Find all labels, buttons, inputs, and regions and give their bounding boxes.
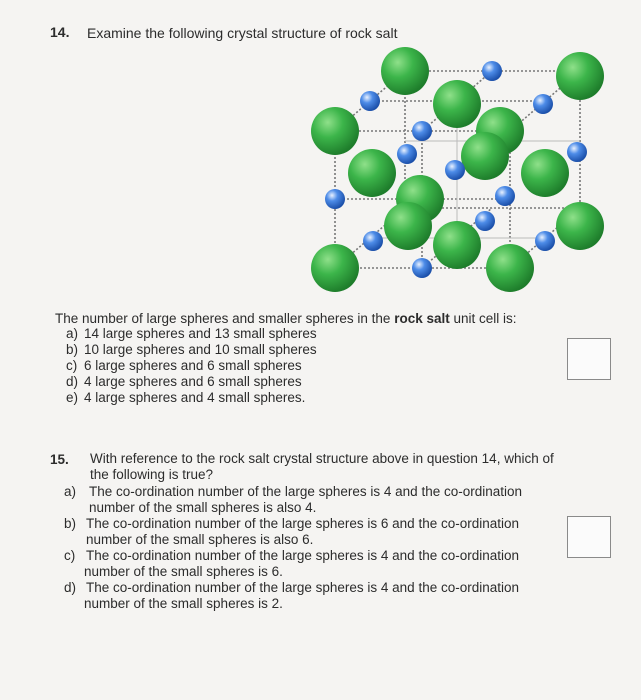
large-sphere (461, 132, 509, 180)
large-sphere (556, 52, 604, 100)
q15-number: 15. (50, 452, 69, 467)
option-text-line2: number of the small spheres is 2. (84, 596, 283, 611)
option-text: 10 large spheres and 10 small spheres (84, 342, 317, 357)
large-sphere (381, 47, 429, 95)
q14-prompt: Examine the following crystal structure of rock salt (87, 25, 398, 41)
large-sphere (311, 107, 359, 155)
q15-option-d[interactable] (64, 580, 522, 612)
rock-salt-crystal-diagram (300, 46, 610, 296)
option-label: b) (66, 342, 79, 357)
option-label: e) (66, 390, 79, 405)
q14-answer-box[interactable] (567, 338, 611, 380)
option-label: c) (64, 548, 76, 563)
small-sphere (535, 231, 555, 251)
q15-option-c[interactable] (64, 548, 522, 580)
option-text-line2: number of the small spheres is also 4. (89, 500, 317, 515)
large-sphere (521, 149, 569, 197)
q14-option-e[interactable] (66, 390, 317, 406)
option-text-line2: number of the small spheres is 6. (84, 564, 283, 579)
q14-option-b[interactable] (66, 342, 317, 358)
q14-option-d[interactable] (66, 374, 317, 390)
option-text: 4 large spheres and 4 small spheres. (84, 390, 306, 405)
q14-statement-post: unit cell is: (449, 311, 517, 326)
large-sphere (384, 202, 432, 250)
large-sphere (486, 244, 534, 292)
q15-prompt-line1: With reference to the rock salt crystal structure above in question 14, which of (90, 451, 554, 466)
small-sphere (412, 258, 432, 278)
q15-options (64, 484, 522, 612)
q15-option-b[interactable] (64, 516, 522, 548)
small-sphere (397, 144, 417, 164)
small-sphere (325, 189, 345, 209)
option-label: d) (64, 580, 77, 595)
large-sphere (433, 80, 481, 128)
small-sphere (360, 91, 380, 111)
option-text-line1: The co-ordination number of the large spheres is 4 and the co-ordination (86, 580, 520, 595)
option-label: b) (64, 516, 77, 531)
large-sphere (556, 202, 604, 250)
q14-options (66, 326, 317, 406)
option-label: a) (64, 484, 77, 499)
q14-statement-bold: rock salt (394, 311, 450, 326)
large-sphere (311, 244, 359, 292)
small-sphere (475, 211, 495, 231)
option-text: 4 large spheres and 6 small spheres (84, 374, 302, 389)
option-text: 6 large spheres and 6 small spheres (84, 358, 302, 373)
small-sphere (482, 61, 502, 81)
small-sphere (363, 231, 383, 251)
small-sphere (495, 186, 515, 206)
option-text-line1: The co-ordination number of the large spheres is 4 and the co-ordination (89, 484, 523, 499)
small-sphere (445, 160, 465, 180)
option-text-line1: The co-ordination number of the large spheres is 4 and the co-ordination (86, 548, 520, 563)
option-text-line1: The co-ordination number of the large spheres is 6 and the co-ordination (86, 516, 520, 531)
option-text-line2: number of the small spheres is also 6. (86, 532, 314, 547)
q14-statement-pre: The number of large spheres and smaller spheres in the (55, 311, 395, 326)
option-label: a) (66, 326, 79, 341)
q15-answer-box[interactable] (567, 516, 611, 558)
option-label: c) (66, 358, 78, 373)
q14-number: 14. (50, 24, 70, 40)
q15-prompt (90, 451, 554, 483)
large-sphere (348, 149, 396, 197)
option-label: d) (66, 374, 79, 389)
small-sphere (412, 121, 432, 141)
q14-option-c[interactable] (66, 358, 317, 374)
q14-option-a[interactable] (66, 326, 317, 342)
small-sphere (567, 142, 587, 162)
q15-prompt-line2: the following is true? (90, 467, 214, 482)
q15-option-a[interactable] (64, 484, 522, 516)
large-sphere (433, 221, 481, 269)
small-sphere (533, 94, 553, 114)
option-text: 14 large spheres and 13 small spheres (84, 326, 317, 341)
q14-statement (55, 311, 517, 326)
